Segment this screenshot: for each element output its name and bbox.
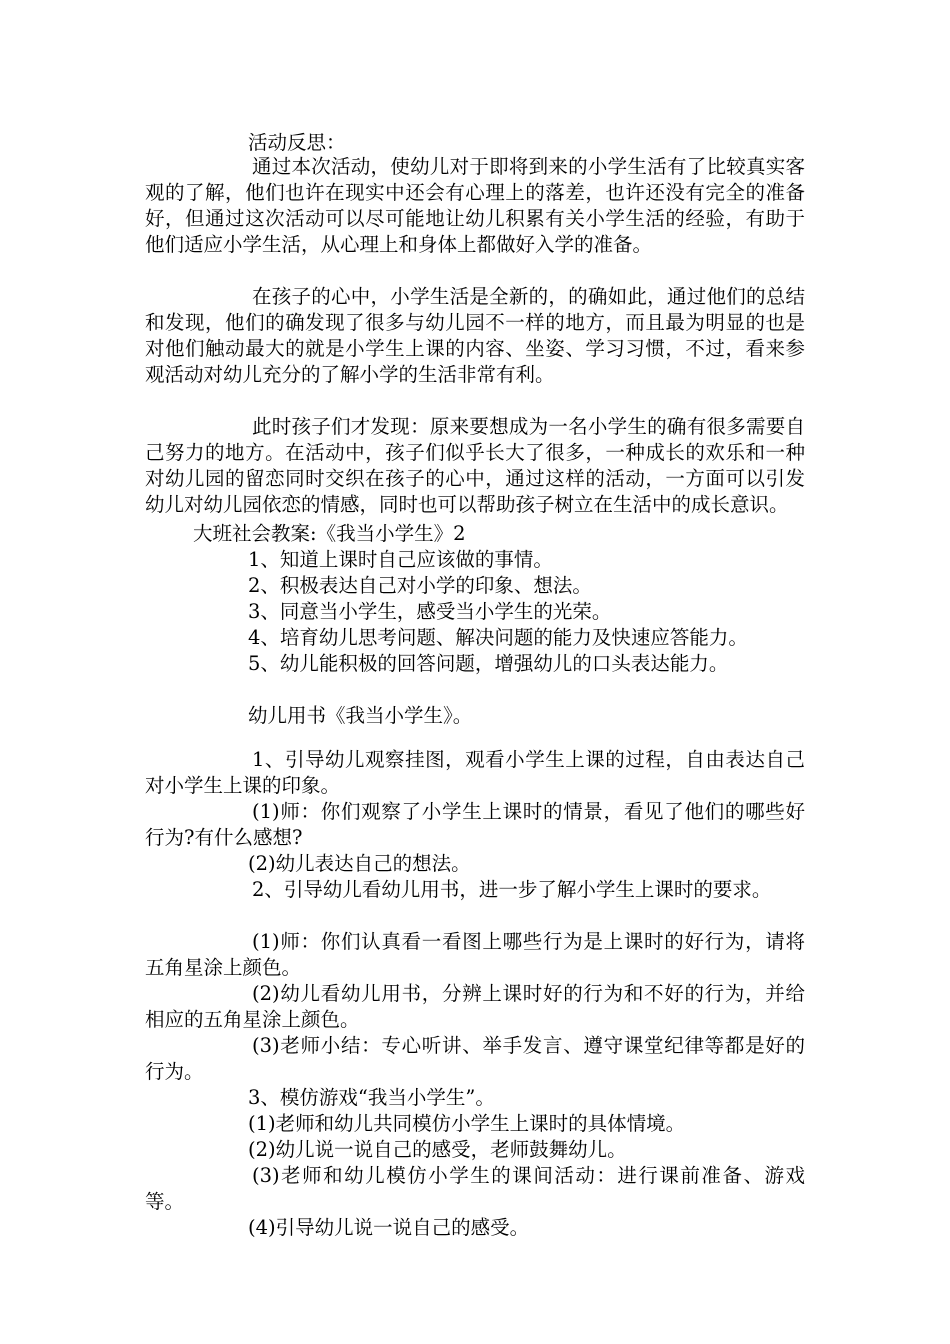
step-2-2: (2)幼儿看幼儿用书，分辨上课时好的行为和不好的行为，并给相应的五角星涂上颜色。 xyxy=(145,982,805,1031)
step-3: 3、模仿游戏“我当小学生”。 xyxy=(248,1086,495,1109)
goal-item: 5、幼儿能积极的回答问题，增强幼儿的口头表达能力。 xyxy=(248,652,729,675)
step-3-4: (4)引导幼儿说一说自己的感受。 xyxy=(248,1216,530,1239)
step-3-1: (1)老师和幼儿共同模仿小学生上课时的具体情境。 xyxy=(248,1112,686,1135)
step-2-1: (1)师：你们认真看一看图上哪些行为是上课时的好行为，请将五角星涂上颜色。 xyxy=(145,930,805,979)
reflection-paragraph-2: 在孩子的心中，小学生活是全新的，的确如此，通过他们的总结和发现，他们的确发现了很多与幼儿园不一样的地方，而且最为明显的也是对他们触动最大的就是小学生上课的内容、坐姿、学习习惯，不过，看来参观活动对幼儿充分的了解小学的生活非常有利。 xyxy=(145,285,805,386)
goal-item: 4、培育幼儿思考问题、解决问题的能力及快速应答能力。 xyxy=(248,626,748,649)
materials-line: 幼儿用书《我当小学生》。 xyxy=(248,704,473,727)
reflection-paragraph-1: 通过本次活动，使幼儿对于即将到来的小学生活有了比较真实客观的了解，他们也许在现实中还会有心理上的落差，也许还没有完全的准备好，但通过这次活动可以尽可能地让幼儿积累有关小学生活的经验，有助于他们适应小学生活，从心理上和身体上都做好入学的准备。 xyxy=(145,155,805,256)
step-2-3: (3)老师小结：专心听讲、举手发言、遵守课堂纪律等都是好的行为。 xyxy=(145,1034,805,1083)
step-1: 1、引导幼儿观察挂图，观看小学生上课的过程，自由表达自己对小学生上课的印象。 xyxy=(145,748,805,797)
goal-item: 1、知道上课时自己应该做的事情。 xyxy=(248,548,553,571)
step-1-1: (1)师：你们观察了小学生上课时的情景，看见了他们的哪些好行为?有什么感想? xyxy=(145,800,805,849)
step-1-2: (2)幼儿表达自己的想法。 xyxy=(248,852,471,875)
reflection-heading: 活动反思： xyxy=(248,131,346,154)
reflection-paragraph-3: 此时孩子们才发现：原来要想成为一名小学生的确有很多需要自己努力的地方。在活动中，孩子们似乎长大了很多，一种成长的欢乐和一种对幼儿园的留恋同时交织在孩子的心中，通过这样的活动，一方面可以引发幼儿对幼儿园依恋的情感，同时也可以帮助孩子树立在生活中的成长意识。 xyxy=(145,415,805,516)
lesson-title: 大班社会教案:《我当小学生》2 xyxy=(193,522,466,545)
goal-item: 2、积极表达自己对小学的印象、想法。 xyxy=(248,574,592,597)
goal-item: 3、同意当小学生，感受当小学生的光荣。 xyxy=(248,600,612,623)
step-3-3: (3)老师和幼儿模仿小学生的课间活动：进行课前准备、游戏等。 xyxy=(145,1164,805,1213)
step-2: 2、引导幼儿看幼儿用书，进一步了解小学生上课时的要求。 xyxy=(252,878,772,901)
step-3-2: (2)幼儿说一说自己的感受，老师鼓舞幼儿。 xyxy=(248,1138,627,1161)
